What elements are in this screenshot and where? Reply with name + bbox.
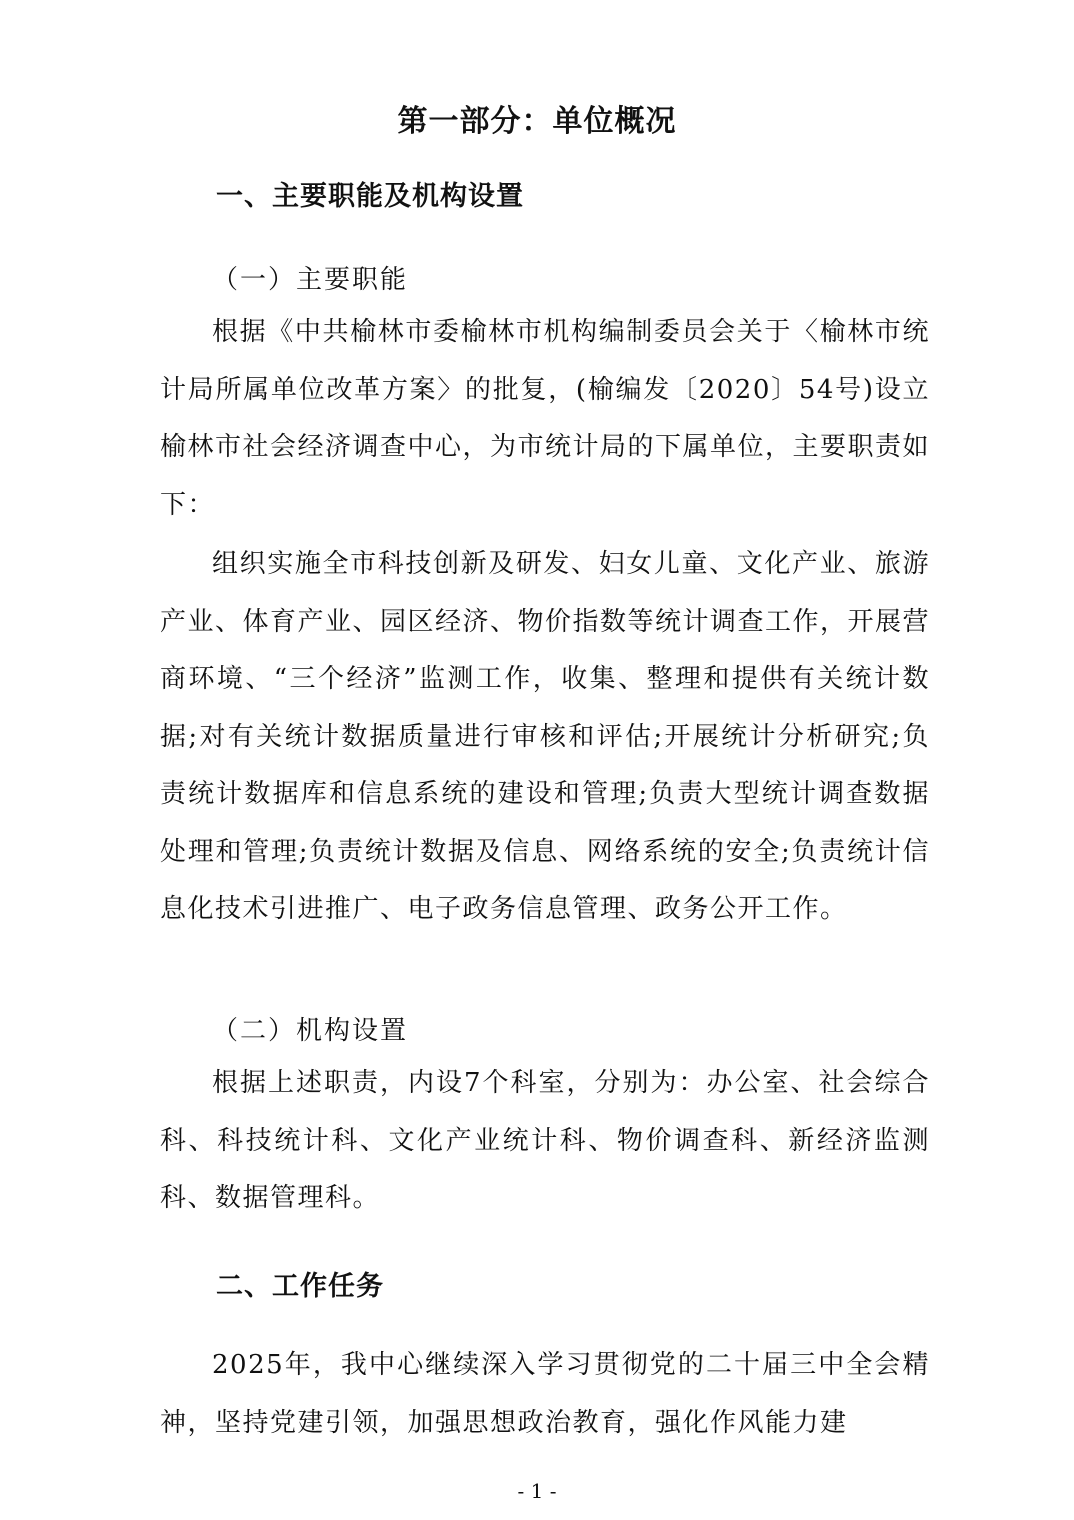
page-title: 第一部分：单位概况 — [397, 104, 677, 139]
page-number: - 1 - — [517, 1479, 557, 1503]
paragraph-work-tasks: 2025年，我中心继续深入学习贯彻党的二十届三中全会精神，坚持党建引领，加强思想政治教育，强化作风能力建 — [160, 1350, 930, 1438]
paragraph-approval: 根据《中共榆林市委榆林市机构编制委员会关于〈榆林市统计局所属单位改革方案〉的批复，(榆编发〔2020〕54号)设立榆林市社会经济调查中心，为市统计局的下属单位，主要职责如下： — [160, 317, 931, 520]
section-heading-1: 一、主要职能及机构设置 — [216, 181, 524, 212]
paragraph-departments: 根据上述职责，内设7个科室，分别为：办公室、社会综合科、科技统计科、文化产业统计科、物价调查科、新经济监测科、数据管理科。 — [160, 1068, 930, 1213]
paragraph-duties: 组织实施全市科技创新及研发、妇女儿童、文化产业、旅游产业、体育产业、园区经济、物价指数等统计调查工作，开展营商环境、“三个经济”监测工作，收集、整理和提供有关统计数据;对有关统计数据质量进行审核和评估;开展统计分析研究;负责统计数据库和信息系统的建设和管理;负责大型统计调查数据处理和管理;负责统计数据及信息、网络系统的安全;负责统计信息化技术引进推广、电子政务信息管理、政务公开工作。 — [160, 549, 931, 924]
subsection-heading-functions: （一）主要职能 — [212, 265, 409, 295]
section-heading-2: 二、工作任务 — [216, 1271, 384, 1302]
subsection-heading-organization: （二）机构设置 — [212, 1016, 409, 1046]
